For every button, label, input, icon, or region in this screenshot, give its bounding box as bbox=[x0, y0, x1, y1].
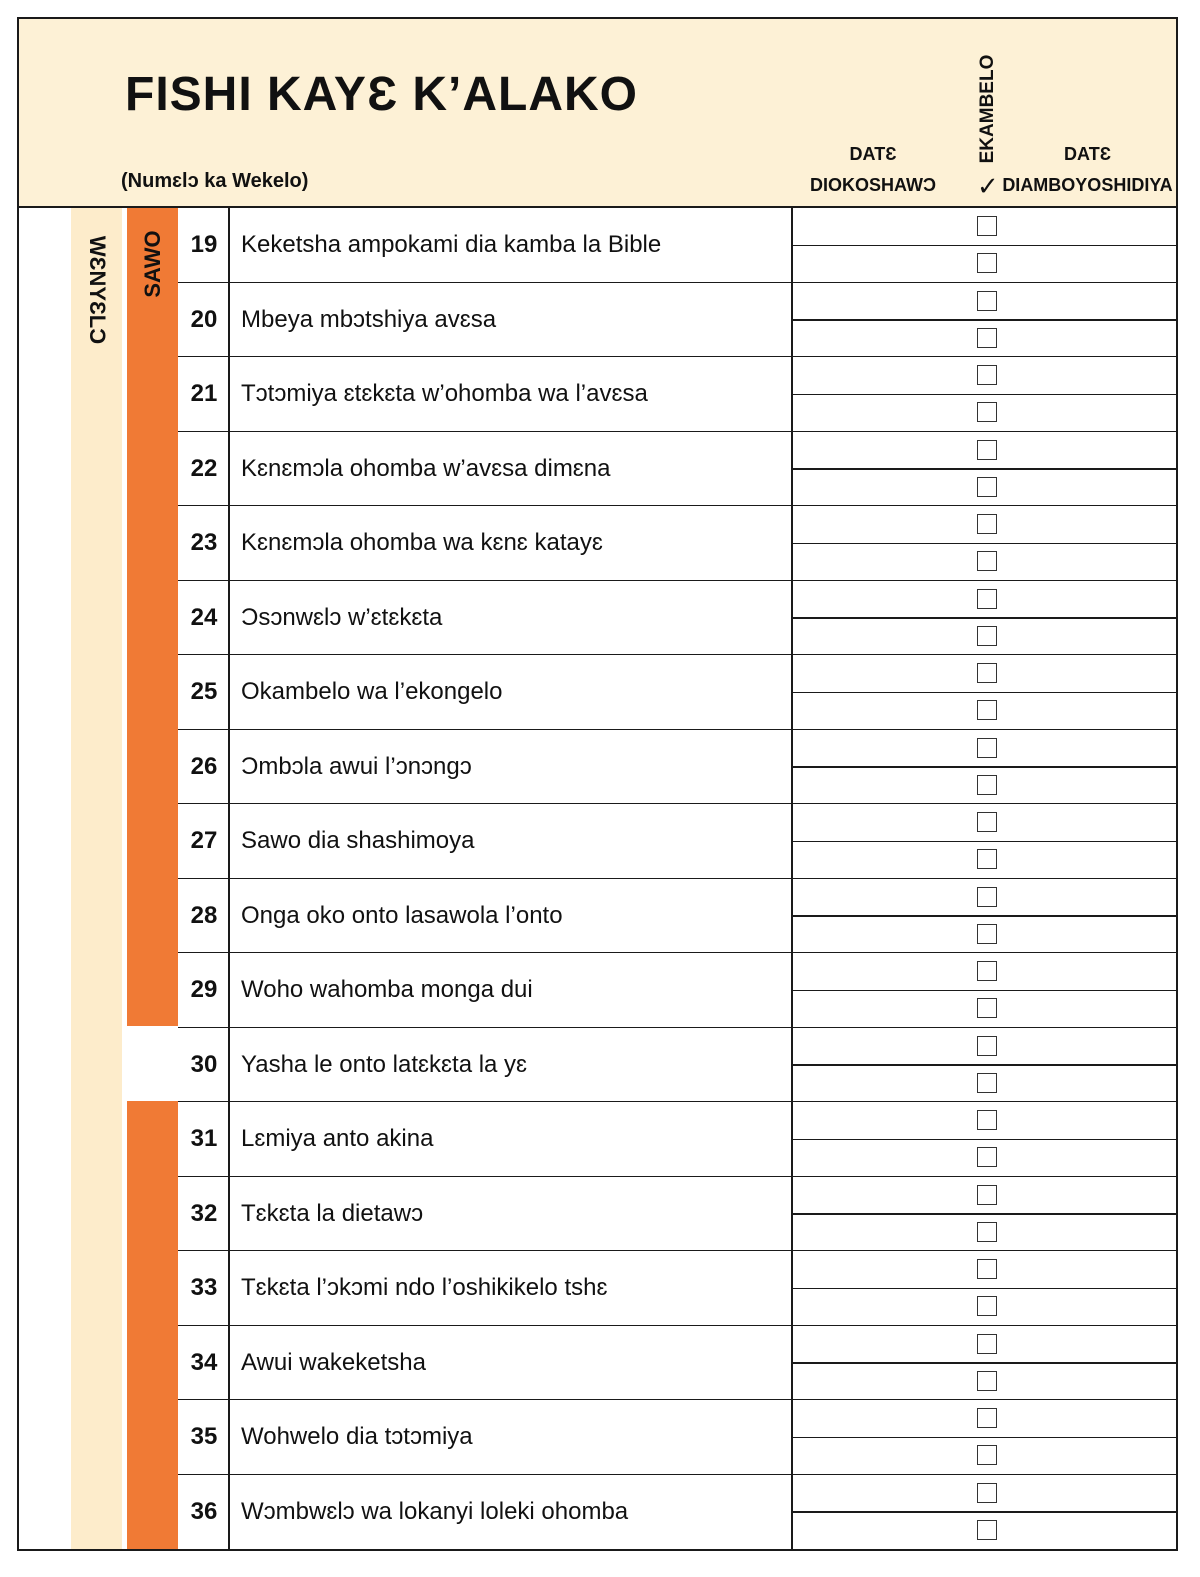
lesson-number: 29 bbox=[190, 976, 218, 1003]
assignment-sheet bbox=[17, 17, 1178, 1551]
lesson-row bbox=[178, 1475, 1178, 1550]
lesson-title: Kɛnɛmɔla ohomba w’avɛsa dimɛna bbox=[241, 454, 611, 482]
column-header-date-completed-line2: DIAMBOYOSHIDIYA bbox=[1002, 175, 1173, 195]
lesson-title: Ɔsɔnwɛlɔ w’ɛtɛkɛta bbox=[241, 603, 443, 631]
completion-checkbox[interactable] bbox=[977, 1296, 997, 1316]
column-header-date-completed-line1: DATƐ bbox=[1064, 144, 1111, 164]
outer-category-label: WƐNYƐLƆ bbox=[85, 235, 110, 345]
lesson-number: 22 bbox=[190, 454, 218, 482]
row-split-line bbox=[792, 841, 1178, 843]
completion-checkbox[interactable] bbox=[977, 626, 997, 646]
lesson-row bbox=[178, 1400, 1178, 1475]
row-split-line bbox=[792, 766, 1178, 768]
lesson-title: Woho wahomba monga dui bbox=[241, 976, 533, 1003]
row-split-line bbox=[792, 1362, 1178, 1364]
completion-checkbox[interactable] bbox=[977, 1036, 997, 1056]
row-split-line bbox=[792, 1288, 1178, 1290]
row-split-line bbox=[792, 915, 1178, 917]
sheet-subtitle: (Numɛlɔ ka Wekelo) bbox=[121, 170, 309, 192]
row-split-line bbox=[792, 1064, 1178, 1066]
lesson-title: Keketsha ampokami dia kamba la Bible bbox=[241, 231, 662, 258]
lesson-number: 27 bbox=[190, 827, 218, 854]
lesson-row bbox=[178, 357, 1178, 432]
lesson-row bbox=[178, 432, 1178, 507]
lesson-title: Tɛkɛta la dietawɔ bbox=[241, 1199, 424, 1227]
lesson-number: 26 bbox=[190, 752, 218, 780]
row-split-line bbox=[792, 1511, 1178, 1513]
lesson-row bbox=[178, 1177, 1178, 1252]
lesson-title: Sawo dia shashimoya bbox=[241, 827, 475, 854]
completion-checkbox[interactable] bbox=[977, 1483, 997, 1503]
lesson-row bbox=[178, 208, 1178, 283]
lesson-number: 28 bbox=[190, 901, 218, 929]
sheet-header bbox=[19, 19, 1176, 208]
row-split-line bbox=[792, 468, 1178, 470]
lesson-title: Onga oko onto lasawola l’onto bbox=[241, 901, 563, 929]
lesson-row bbox=[178, 1028, 1178, 1103]
lesson-row bbox=[178, 1326, 1178, 1401]
completion-checkbox[interactable] bbox=[977, 291, 997, 311]
outer-category-band bbox=[71, 208, 122, 1549]
completion-checkbox[interactable] bbox=[977, 514, 997, 534]
lesson-number: 19 bbox=[190, 231, 218, 258]
lesson-title: Wohwelo dia tɔtɔmiya bbox=[241, 1423, 473, 1450]
lesson-row bbox=[178, 655, 1178, 730]
completion-checkbox[interactable] bbox=[977, 253, 997, 273]
row-split-line bbox=[792, 1437, 1178, 1439]
lesson-title: Awui wakeketsha bbox=[241, 1348, 426, 1376]
lesson-number: 32 bbox=[190, 1199, 218, 1227]
lesson-row bbox=[178, 283, 1178, 358]
completion-checkbox[interactable] bbox=[977, 402, 997, 422]
inner-category-label: SAWO bbox=[140, 230, 165, 298]
row-split-line bbox=[792, 319, 1178, 321]
completion-checkbox[interactable] bbox=[977, 1110, 997, 1130]
completion-checkbox[interactable] bbox=[977, 1147, 997, 1167]
row-split-line bbox=[792, 990, 1178, 992]
completion-checkbox[interactable] bbox=[977, 1408, 997, 1428]
completion-checkbox[interactable] bbox=[977, 663, 997, 683]
lesson-title: Mbeya mbɔtshiya avɛsa bbox=[241, 305, 497, 333]
completion-checkbox[interactable] bbox=[977, 1445, 997, 1465]
lesson-title: Lɛmiya anto akina bbox=[241, 1125, 434, 1152]
lesson-number: 33 bbox=[190, 1274, 218, 1301]
lesson-table bbox=[19, 208, 1176, 1549]
completion-checkbox[interactable] bbox=[977, 440, 997, 460]
lesson-row bbox=[178, 879, 1178, 954]
row-split-line bbox=[792, 617, 1178, 619]
column-header-date-assigned-line2: DIOKOSHAWƆ bbox=[810, 175, 936, 195]
lesson-number: 23 bbox=[190, 529, 218, 556]
row-split-line bbox=[792, 394, 1178, 396]
completion-checkbox[interactable] bbox=[977, 1073, 997, 1093]
lesson-number: 20 bbox=[190, 305, 218, 333]
column-header-date-assigned-line1: DATƐ bbox=[849, 144, 897, 164]
completion-checkbox[interactable] bbox=[977, 738, 997, 758]
completion-checkbox[interactable] bbox=[977, 887, 997, 907]
lesson-row bbox=[178, 506, 1178, 581]
lesson-row bbox=[178, 581, 1178, 656]
lesson-number: 36 bbox=[190, 1497, 218, 1525]
completion-checkbox[interactable] bbox=[977, 812, 997, 832]
completion-checkbox[interactable] bbox=[977, 328, 997, 348]
completion-checkbox[interactable] bbox=[977, 1185, 997, 1205]
column-header-check: EKAMBELO bbox=[977, 54, 998, 164]
completion-checkbox[interactable] bbox=[977, 477, 997, 497]
completion-checkbox[interactable] bbox=[977, 1222, 997, 1242]
completion-checkbox[interactable] bbox=[977, 1334, 997, 1354]
column-header-date-completed bbox=[995, 139, 1178, 201]
lesson-number: 34 bbox=[190, 1348, 218, 1376]
lesson-number: 21 bbox=[190, 380, 218, 407]
completion-checkbox[interactable] bbox=[977, 1371, 997, 1391]
lesson-number: 25 bbox=[190, 678, 218, 705]
completion-checkbox[interactable] bbox=[977, 924, 997, 944]
lesson-row bbox=[178, 953, 1178, 1028]
lesson-number: 35 bbox=[190, 1423, 218, 1450]
completion-checkbox[interactable] bbox=[977, 551, 997, 571]
lesson-title: Tɔtɔmiya ɛtɛkɛta w’ohomba wa l’avɛsa bbox=[241, 380, 648, 407]
lesson-number: 24 bbox=[190, 603, 218, 631]
lesson-number: 30 bbox=[190, 1050, 218, 1078]
lesson-title: Okambelo wa l’ekongelo bbox=[241, 678, 503, 705]
completion-checkbox[interactable] bbox=[977, 365, 997, 385]
lesson-title: Kɛnɛmɔla ohomba wa kɛnɛ katayɛ bbox=[241, 529, 603, 556]
completion-checkbox[interactable] bbox=[977, 1520, 997, 1540]
lesson-row bbox=[178, 730, 1178, 805]
completion-checkbox[interactable] bbox=[977, 216, 997, 236]
column-header-date-assigned bbox=[797, 139, 949, 201]
row-split-line bbox=[792, 1213, 1178, 1215]
completion-checkbox[interactable] bbox=[977, 700, 997, 720]
completion-checkbox[interactable] bbox=[977, 589, 997, 609]
completion-checkbox[interactable] bbox=[977, 998, 997, 1018]
check-mark-icon: ✓ bbox=[977, 171, 999, 201]
row-split-line bbox=[792, 1139, 1178, 1141]
lesson-number: 31 bbox=[190, 1125, 218, 1152]
row-split-line bbox=[792, 543, 1178, 545]
inner-category-band-bottom bbox=[127, 1101, 178, 1549]
completion-checkbox[interactable] bbox=[977, 1259, 997, 1279]
lesson-row bbox=[178, 804, 1178, 879]
completion-checkbox[interactable] bbox=[977, 849, 997, 869]
lesson-title: Wɔmbwɛlɔ wa lokanyi loleki ohomba bbox=[241, 1497, 629, 1525]
completion-checkbox[interactable] bbox=[977, 961, 997, 981]
row-split-line bbox=[792, 245, 1178, 247]
row-split-line bbox=[792, 692, 1178, 694]
lesson-row bbox=[178, 1102, 1178, 1177]
sheet-title: FISHI KAYƐ K’ALAKO bbox=[125, 68, 638, 121]
lesson-title: Ɔmbɔla awui l’ɔnɔngɔ bbox=[241, 752, 472, 780]
lesson-row bbox=[178, 1251, 1178, 1326]
completion-checkbox[interactable] bbox=[977, 775, 997, 795]
inner-category-band-top bbox=[127, 208, 178, 1026]
lesson-title: Yasha le onto latɛkɛta la yɛ bbox=[241, 1050, 528, 1078]
lesson-title: Tɛkɛta l’ɔkɔmi ndo l’oshikikelo tshɛ bbox=[241, 1274, 608, 1301]
